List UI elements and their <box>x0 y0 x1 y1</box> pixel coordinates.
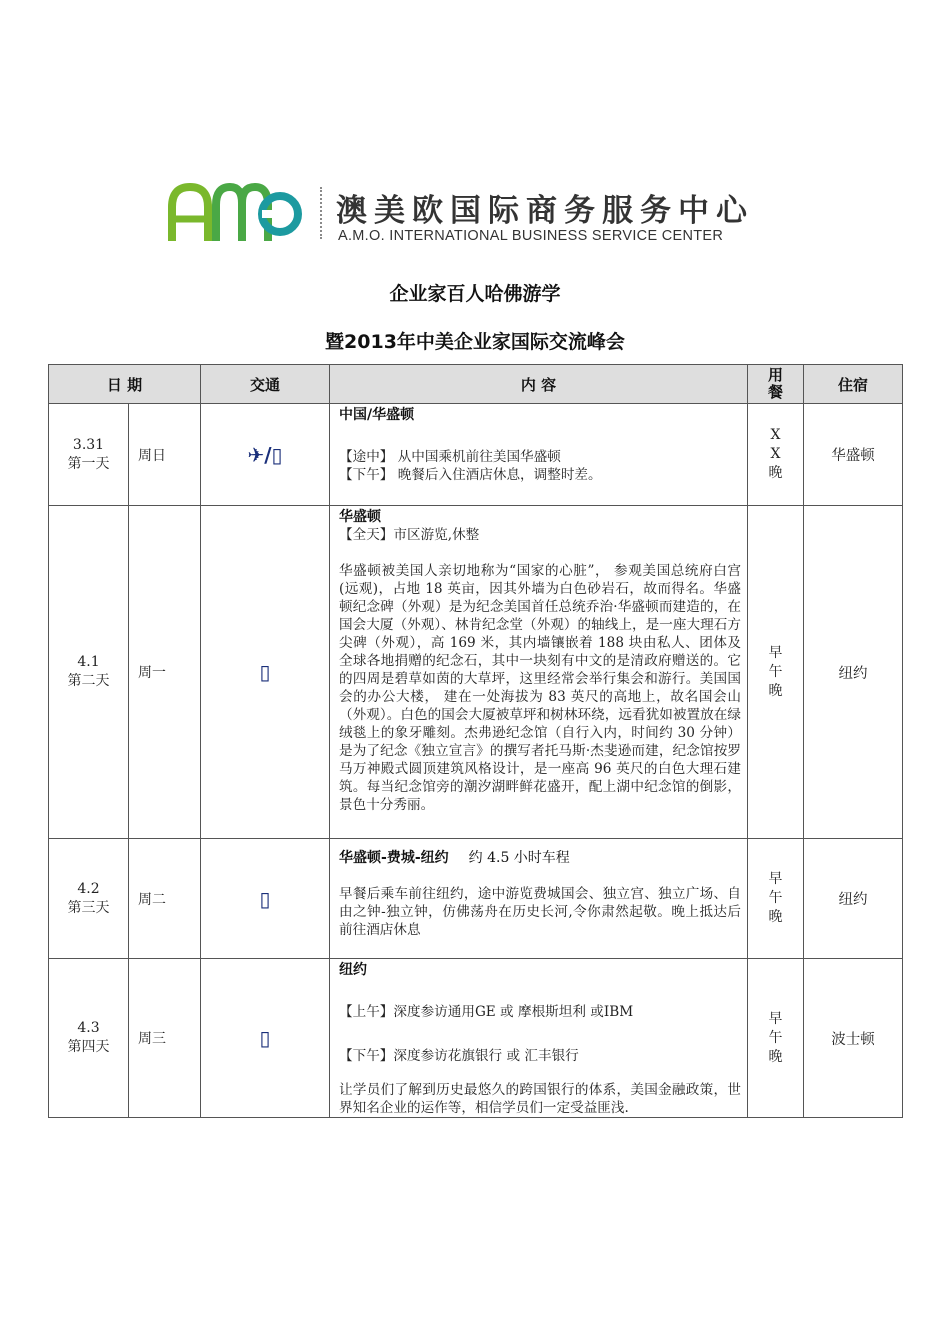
content-cell <box>330 839 748 959</box>
header-hotel: 住宿 <box>804 365 903 404</box>
table-header-row <box>49 365 903 404</box>
date-value: 4.2 <box>77 880 100 897</box>
logo-company-name-cn: 澳美欧国际商务服务中心 <box>336 193 754 229</box>
meal-lunch: 午 <box>768 1029 783 1046</box>
day-label: 第四天 <box>67 1039 110 1055</box>
header-content: 内 容 <box>330 365 748 404</box>
header-meal: 用餐 <box>748 365 804 404</box>
section-title: 华盛顿 <box>339 509 382 525</box>
transport-bus-icon: ▯ <box>201 506 330 839</box>
schedule-line: 【上午】深度参访通用GE 或 摩根斯坦利 或IBM <box>339 1004 634 1020</box>
section-title: 中国/华盛顿 <box>339 407 415 423</box>
meal-breakfast: X <box>770 427 781 443</box>
day-label: 第三天 <box>67 899 110 916</box>
hotel-cell: 波士顿 <box>804 959 903 1118</box>
header-transport: 交通 <box>201 365 330 404</box>
date-value: 3.31 <box>72 436 105 453</box>
day-label: 第二天 <box>67 673 110 689</box>
meal-breakfast: 早 <box>768 871 783 887</box>
meal-dinner: 晚 <box>768 682 783 699</box>
travel-duration: 约 4.5 小时车程 <box>468 850 570 866</box>
meal-lunch: X <box>770 446 781 462</box>
date-cell <box>49 959 129 1118</box>
company-logo <box>168 183 778 247</box>
meal-cell <box>748 959 804 1118</box>
meal-dinner: 晚 <box>768 465 783 481</box>
day-label: 第一天 <box>67 455 110 472</box>
meal-cell <box>748 506 804 839</box>
amo-logo-mark <box>168 183 303 243</box>
schedule-line: 【途中】 从中国乘机前往美国华盛顿 <box>339 449 561 465</box>
weekday-cell: 周三 <box>129 959 201 1118</box>
meal-dinner: 晚 <box>768 909 783 925</box>
date-cell <box>49 839 129 959</box>
transport-bus-icon: ▯ <box>201 839 330 959</box>
hotel-cell: 纽约 <box>804 506 903 839</box>
weekday-cell: 周二 <box>129 839 201 959</box>
logo-company-name-en: A.M.O. INTERNATIONAL BUSINESS SERVICE CENTER <box>338 228 724 244</box>
meal-cell <box>748 404 804 506</box>
header-date: 日 期 <box>49 365 201 404</box>
meal-dinner: 晚 <box>768 1048 783 1065</box>
meal-lunch: 午 <box>768 890 783 906</box>
document-subtitle: 暨2013年中美企业家国际交流峰会 <box>325 331 625 353</box>
schedule-line: 【下午】深度参访花旗银行 或 汇丰银行 <box>339 1048 579 1064</box>
description-paragraph: 早餐后乘车前往纽约，途中游览费城国会、独立宫、独立广场、自由之钟-独立钟，仿佛荡舟在历史长河,令你肃然起敬。晚上抵达后前往酒店休息 <box>339 886 742 938</box>
table-row <box>49 839 903 959</box>
section-title: 纽约 <box>339 962 368 978</box>
transport-plane-icon: ✈/▯ <box>201 404 330 506</box>
section-title-text: 华盛顿-费城-纽约 <box>339 850 449 866</box>
content-cell <box>330 959 748 1118</box>
hotel-cell: 华盛顿 <box>804 404 903 506</box>
table-row <box>49 506 903 839</box>
description-paragraph: 让学员们了解到历史最悠久的跨国银行的体系，美国金融政策，世界知名企业的运作等，相信学员们一定受益匪浅. <box>339 1082 742 1116</box>
content-cell <box>330 404 748 506</box>
document-title: 企业家百人哈佛游学 <box>389 283 561 305</box>
table-row <box>49 404 903 506</box>
date-value: 4.1 <box>77 654 100 670</box>
description-paragraph: 华盛顿被美国人亲切地称为“国家的心脏”， 参观美国总统府白宫(远观)，占地 18 英亩，因其外墙为白色砂岩石，故而得名。华盛顿纪念碑（外观）是为纪念美国首任总统乔治·华盛顿而建造的，在国会大厦（外观）、林肯纪念堂（外观）的轴线上，是一座大理石方尖碑（外观），高 169 米，其内墙镶嵌着 188 块由私人、团体及全球各地捐赠的纪念石，其中一块刻有中文的是清政府赠送的。它的四周是碧草如茵的大草坪，这里经常会举行集会和游行。美国国会的办公大楼， 建在一处海拔为 83 英尺的高地上，故名国会山（外观）。白色的国会大厦被草坪和树林环绕，远看犹如被置放在绿绒毯上的象牙雕刻。杰弗逊纪念馆（自行入内，时间约 30 分钟）是为了纪念《独立宣言》的撰写者托马斯·杰斐逊而建，纪念馆按罗马万神殿式圆顶建筑风格设计，是一座高 96 英尺的白色大理石建筑。每当纪念馆旁的潮汐湖畔鲜花盛开，配上湖中纪念馆的倒影，景色十分秀丽。 <box>339 563 742 813</box>
date-cell <box>49 404 129 506</box>
schedule-line: 【全天】市区游览,休整 <box>339 527 480 543</box>
meal-breakfast: 早 <box>768 1010 783 1027</box>
table-row <box>49 959 903 1118</box>
meal-cell <box>748 839 804 959</box>
hotel-cell: 纽约 <box>804 839 903 959</box>
weekday-cell: 周一 <box>129 506 201 839</box>
date-value: 4.3 <box>77 1020 100 1036</box>
meal-lunch: 午 <box>768 663 783 680</box>
itinerary-table <box>48 364 903 1118</box>
logo-divider <box>320 187 322 239</box>
weekday-cell: 周日 <box>129 404 201 506</box>
schedule-line: 【下午】 晚餐后入住酒店休息，调整时差。 <box>339 467 602 483</box>
content-cell <box>330 506 748 839</box>
date-cell <box>49 506 129 839</box>
meal-breakfast: 早 <box>768 644 783 661</box>
section-title <box>339 849 741 867</box>
transport-bus-icon: ▯ <box>201 959 330 1118</box>
